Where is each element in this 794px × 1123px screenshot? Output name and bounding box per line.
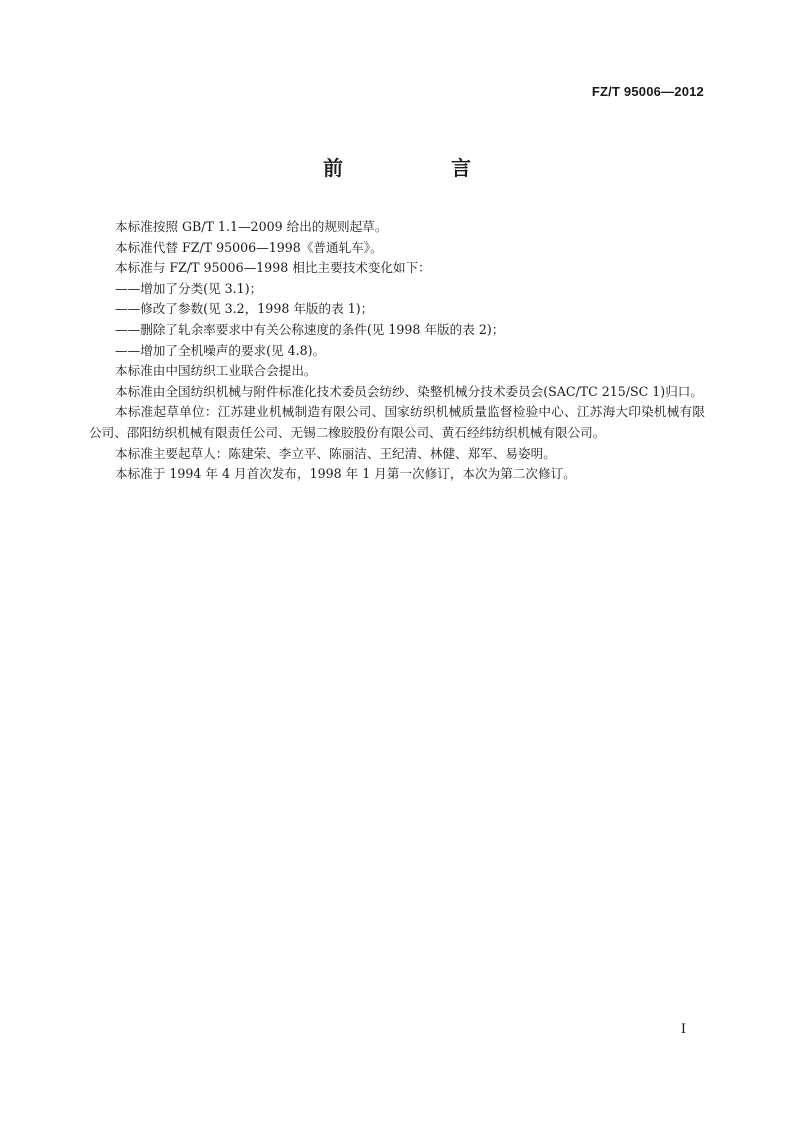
list-item-change: ——修改了参数(见 3.2，1998 年版的表 1)；	[115, 301, 374, 317]
paragraph-replaces: 本标准代替 FZ/T 95006—1998《普通轧车》。	[115, 239, 383, 255]
paragraph-main-drafters: 本标准主要起草人：陈建荣、李立平、陈丽洁、王纪清、林健、郑军、易姿明。	[115, 445, 556, 461]
list-item-change: ——增加了全机噪声的要求(见 4.8)。	[115, 342, 326, 358]
list-item-change: ——删除了轧余率要求中有关公称速度的条件(见 1998 年版的表 2)；	[115, 321, 505, 337]
paragraph-proposed-by: 本标准由中国纺织工业联合会提出。	[115, 363, 317, 379]
paragraph-drafting-units: 本标准起草单位：江苏建业机械制造有限公司、国家纺织机械质量监督检验中心、江苏海大印染机械有限公司、邵阳纺织机械有限责任公司、无锡二橡胶股份有限公司、黄石经纬纺织机械有限公司。	[89, 404, 705, 440]
list-item-change: ——增加了分类(见 3.1)；	[115, 280, 263, 296]
paragraph-drafting-rules: 本标准按照 GB/T 1.1—2009 给出的规则起草。	[115, 219, 388, 234]
page-number: I	[680, 1022, 686, 1037]
foreword-body	[89, 217, 705, 485]
standard-code: FZ/T 95006—2012	[591, 84, 704, 99]
paragraph-changes-intro: 本标准与 FZ/T 95006—1998 相比主要技术变化如下：	[115, 260, 431, 276]
paragraph-release-history: 本标准于 1994 年 4 月首次发布，1998 年 1 月第一次修订，本次为第二次修订。	[115, 466, 576, 482]
paragraph-under-jurisdiction: 本标准由全国纺织机械与附件标准化技术委员会纺纱、染整机械分技术委员会(SAC/TC 215/SC 1)归口。	[115, 383, 703, 399]
page-title: 前 言	[323, 156, 515, 180]
